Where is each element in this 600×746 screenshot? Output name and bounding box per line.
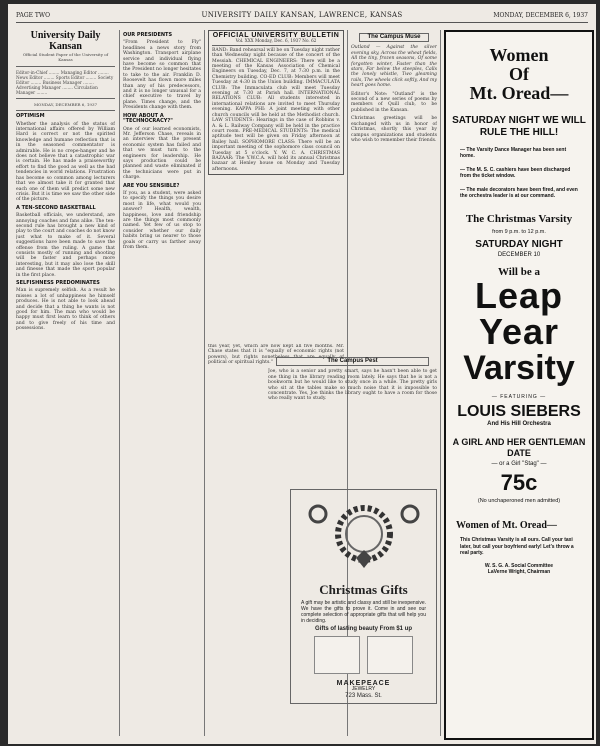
ad-no-men: (No unchaperoned men admitted) bbox=[477, 498, 561, 504]
issue-date: MONDAY, DECEMBER 6, 1937 bbox=[493, 12, 588, 19]
masthead bbox=[16, 10, 588, 23]
bulletin-column bbox=[208, 30, 344, 340]
ad-featuring: — FEATURING — bbox=[491, 394, 547, 400]
nameplate: University Daily Kansan bbox=[30, 30, 101, 52]
bulletin-title: OFFICIAL UNIVERSITY BULLETIN bbox=[212, 32, 340, 39]
official-bulletin bbox=[208, 30, 344, 175]
gift-item-image bbox=[367, 636, 413, 674]
article-basketball: Basketball officials, we understand, are annoying coaches and fans alike. The ten-second rule has brought a new kind of play to the court and coaches do not know just what to make of it. Several suggestions have been made to save the offense from the ruling. A game that consists mostly of running and shooting will be faster and perhaps more interesting, but it may also lose the skill and finesse that made the sport popular in the first place. bbox=[16, 213, 115, 278]
ad-time: from 9 p.m. to 12 p.m. bbox=[492, 229, 546, 235]
headline-optimism: OPTIMISM bbox=[16, 113, 45, 120]
campus-pest-text: Joe, who is a senior and pretty smart, says he hasn't been able to get one thing in the library reading room lately. He says that he is not a bookworm but he would like to study once in a while. The pretty girls who sit at the tables make so much noise that it is impossible to concentrate. Yes, Joe thinks the library ought to have a room for those who really want to study. bbox=[268, 369, 437, 402]
headline-sensible: ARE YOU SENSIBLE? bbox=[123, 182, 180, 189]
headline-presidents: OUR PRESIDENTS bbox=[123, 32, 173, 38]
nameplate-subtitle: Official Student Paper of the University of Kansas bbox=[22, 52, 109, 63]
staff-box: Editor-in-Chief ........ Managing Editor ........ News Editor ........ Sports Editor ........ Society Editor ........ Business Manager ........ Advertising Manager ........ Circulation Manager ........ bbox=[16, 69, 114, 95]
campus-muse-note: Editor's Note: "Outland" is the second of a new series of poems by members of Quill club, to be published in the Kansan. bbox=[351, 91, 437, 113]
campus-muse-poem: Outland — Against the silver evening sky, Across the wheat fields, All the tiny, frozen seasons, Of some forgotten winter, Faster than the stars, Far below the steeples, Calls the lonely whistle, Two gleaming rails, The wheels click softly, And my heart goes home. bbox=[351, 45, 437, 89]
campus-pest-heading: The Campus Pest bbox=[276, 357, 429, 366]
ad-will-be: Will be a bbox=[498, 266, 540, 278]
ad-committee: W. S. G. A. Social Committee bbox=[484, 562, 554, 569]
ad-christmas-varsity: The Christmas Varsity bbox=[465, 213, 573, 225]
ad-girl-stag: — or a Girl "Stag" — bbox=[491, 461, 547, 467]
campus-pest-column bbox=[268, 354, 437, 474]
gift-item-image bbox=[314, 636, 360, 674]
ad-saturday-night: SATURDAY NIGHT bbox=[475, 239, 563, 250]
page-number: PAGE TWO bbox=[16, 12, 50, 19]
column-rule bbox=[440, 30, 441, 736]
ad-of: Of bbox=[509, 64, 529, 84]
makepeace-ad-frame bbox=[290, 489, 437, 704]
makepeace-headline: Christmas Gifts bbox=[319, 582, 408, 598]
ad-mt-oread: Mt. Oread— bbox=[469, 83, 569, 103]
headline-basketball: A TEN-SECOND BASKETBALL bbox=[16, 204, 96, 211]
ad-point-3: — The male decorators have been fired, and even the orchestra leader is at our command. bbox=[460, 187, 578, 199]
column-rule bbox=[204, 30, 205, 736]
paper-title: UNIVERSITY DAILY KANSAN, LAWRENCE, KANSAS bbox=[201, 11, 403, 19]
bulletin-text: BAND: Band rehearsal will be on Tuesday night rather than Wednesday night because of the concert of the Messiah. CHEMICAL ENGINEERS: There will be a meeting of the Kansas Association of Chemical Engineers on Tuesday, Dec. 7, at 7:30 p.m. in the Chemistry building. CO-ED CLUB: Members will meet Tuesday at 4:30 in the Union building. IMMACULATA CLUB: The Immaculata club will meet Tuesday evening at 7:30 at Parish hall. INTERNATIONAL RELATIONS CLUB: All students interested in international relations are invited to meet Thursday evening. KAPPA PHI: A joint meeting with other church councils will be held at the Methodist church. LAW STUDENTS: Hearings in the case of Robbins v. A. & L. Railway Company will be held in the practice court room. PRE-MEDICAL STUDENTS: The medical aptitude test will be given on Friday afternoon at Bailey hall. SOPHOMORE CLASS: There will be an important meeting of the sophomore class council on Tuesday at 5 o'clock. Y. W. C. A. CHRISTMAS BAZAAR: The Y.W.C.A. will hold its annual Christmas bazaar at Henley house on Monday and Tuesday afternoons. bbox=[212, 47, 340, 172]
makepeace-body: A gift may be artistic and classy and still be inexpensive. We have the gifts to prove it. Come in and see our complete selection of appropriate gifts that will help you in deciding. bbox=[301, 600, 426, 625]
makepeace-ad bbox=[290, 489, 437, 736]
ad-varsity: Varsity bbox=[463, 349, 575, 387]
editorial-column-2 bbox=[123, 30, 201, 736]
wreath-icon bbox=[304, 498, 424, 578]
article-selfishness: Man is supremely selfish. As a result he misses a lot of unhappiness he himself produces. He is not able to look ahead and decide that a thing he wants is not good for him. The man who would be happy must first learn to think of others and to give freely of his time and possessions. bbox=[16, 288, 115, 332]
headline-selfishness: SELFISHNESS PREDOMINATES bbox=[16, 280, 100, 286]
column-rule bbox=[119, 30, 120, 736]
ad-girl-date: A GIRL AND HER GENTLEMAN DATE bbox=[452, 437, 586, 458]
article-optimism: Whether the analysis of the status of international affairs offered by William Hard is correct or not the spirited knowledge and humane reflection that is in the seasoned commentator is admirable. He is no crepe-hanger and he does not believe that a catastrophic war is certain. He has made a praiseworthy effort to find the good as well as the bad tendencies in world relations. Frustration has become so common among lecturers that we almost take it for granted that each one of them will predict some new crisis. But it is time we saw the other side of the picture. bbox=[16, 121, 115, 203]
ad-date: DECEMBER 10 bbox=[497, 252, 541, 258]
ad-rule-the-hill: SATURDAY NIGHT WE WILL RULE THE HILL! bbox=[452, 115, 586, 138]
ad-leap: Leap bbox=[474, 275, 564, 316]
newspaper-page bbox=[8, 4, 596, 744]
ad-point-2: — The M. S. C. cashiers have been discharged from the ticket window. bbox=[460, 167, 571, 179]
article-continued: this year, yet, which are now kept all five months. Mr. Chase states that it is "equally of economic rights (not powers), but rights nonetheless that are equally of political or spiritual rights." bbox=[208, 344, 344, 366]
makepeace-tagline: JEWELRY bbox=[351, 685, 376, 692]
ad-louis-siebers: LOUIS SIEBERS bbox=[457, 403, 581, 420]
article-presidents: "From President to Fly" headlines a news story from Washington. Transport airplane service and individual flying have become so common that the President no longer hesitates to take to the air. Franklin D. Roosevelt has flown more miles than any of his predecessors, and it is no longer unusual for a chief executive to travel by plane. Times change, and the Presidents change with them. bbox=[123, 40, 201, 111]
ad-women: Women bbox=[489, 45, 549, 65]
ad-orchestra: And His Hill Orchestra bbox=[487, 421, 551, 427]
campus-muse-extra: Christmas greetings will be exchanged with us in honor of Christmas, shortly this year by campus organizations and students who wish to remember their friends. bbox=[351, 116, 437, 143]
article-sensible: If you, as a student, were asked to specify the things you desire most in life, what would you answer? Health, wealth, happiness, love and friendship are the things most commonly named. Yet few of us stop to consider whether our daily habits bring us nearer to those goals or carry us farther away from them. bbox=[123, 190, 201, 251]
makepeace-name: MAKEPEACE bbox=[336, 680, 391, 688]
editorial-date: MONDAY, DECEMBER 6, 1937 bbox=[33, 101, 98, 107]
ad-chairman: LaVerne Wright, Chairman bbox=[487, 569, 551, 575]
headline-technocracy: HOW ABOUT A "TECHNOCRACY?" bbox=[123, 112, 173, 125]
ad-year: Year bbox=[478, 311, 560, 352]
ad-point-1: — The Varsity Dance Manager has been sent home. bbox=[460, 147, 567, 159]
makepeace-address: 723 Mass. St. bbox=[345, 693, 382, 700]
campus-muse-heading: The Campus Muse bbox=[359, 33, 429, 42]
ad-women-of-mt-oread: Women of Mt. Oread— bbox=[456, 520, 557, 531]
bulletin-meta: Vol. XXX Monday, Dec. 6, 1937 No. 62 bbox=[212, 38, 340, 45]
article-technocracy: One of our learned economists, Mr. Jefferson Chase, reveals in an interview that the present economic system has failed and that we must turn to the engineers for leadership. He says production could be planned and waste eliminated if the technicians were put in charge. bbox=[123, 126, 201, 181]
makepeace-price: Gifts of lasting beauty From $1 up bbox=[314, 626, 412, 633]
editorial-column bbox=[16, 30, 115, 736]
leap-year-varsity-ad bbox=[444, 30, 594, 740]
ad-closing-text: This Christmas Varsity is all ours. Call your taxi later, but call your boyfriend early! Let's throw a real party. bbox=[460, 537, 574, 556]
ad-price: 75c bbox=[500, 470, 538, 495]
